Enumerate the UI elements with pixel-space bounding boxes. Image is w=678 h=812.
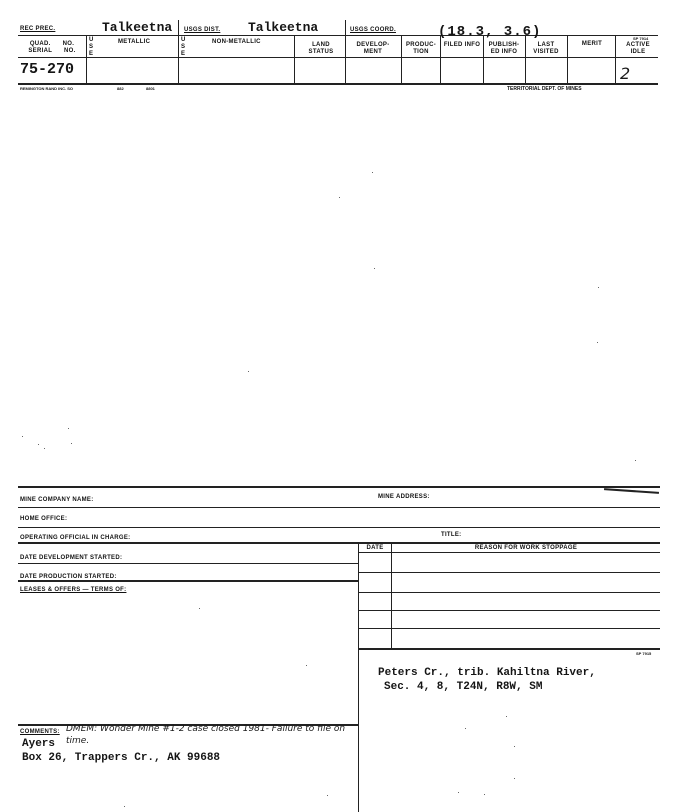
owner-address: Box 26, Trappers Cr., AK 99688: [22, 752, 221, 764]
col-last-visited: LAST VISITED: [533, 42, 559, 55]
mine-company-name-label: MINE COMPANY NAME:: [20, 497, 94, 503]
form-number-2: SP 7915: [636, 651, 652, 656]
col-merit: MERIT: [581, 41, 603, 47]
leases-terms-label: LEASES & OFFERS — TERMS OF:: [20, 587, 127, 593]
form-number: SP 7914: [633, 36, 649, 41]
location-line-1: Peters Cr., trib. Kahiltna River,: [378, 667, 596, 679]
col-use-metallic: U S E: [89, 37, 94, 57]
col-active-idle: ACTIVE IDLE: [626, 42, 650, 55]
col-serial-no: SERIAL NO.: [28, 48, 76, 54]
date-production-started-label: DATE PRODUCTION STARTED:: [20, 574, 117, 580]
mine-address-label: MINE ADDRESS:: [378, 494, 430, 500]
col-filed-info: FILED INFO: [443, 42, 481, 48]
reason-column-header: REASON FOR WORK STOPPAGE: [474, 545, 578, 551]
printer-label: REMINGTON RAND INC. SO: [20, 86, 74, 91]
print-code-a: 882: [117, 86, 124, 91]
comments-label: COMMENTS:: [20, 729, 60, 735]
col-use-nonmetallic: U S E: [181, 37, 186, 57]
active-idle-value: 2: [620, 64, 631, 83]
usgs-dist-label: USGS DIST.: [184, 27, 221, 33]
quad-serial-value: 75-270: [20, 61, 75, 78]
col-non-metallic: NON-METALLIC: [212, 39, 261, 45]
usgs-dist-value: Talkeetna: [248, 20, 319, 35]
home-office-label: HOME OFFICE:: [20, 516, 68, 522]
operating-official-label: OPERATING OFFICIAL IN CHARGE:: [20, 535, 131, 541]
usgs-coord-label: USGS COORD.: [350, 27, 396, 33]
rec-prec-label: REC PREC.: [20, 26, 56, 32]
title-label: TITLE:: [441, 532, 462, 538]
col-quad-serial: [20, 41, 84, 55]
department-label: TERRITORIAL DEPT. OF MINES: [507, 86, 582, 92]
col-development: DEVELOP-MENT: [356, 42, 390, 55]
owner-name: Ayers: [22, 738, 56, 750]
date-development-started-label: DATE DEVELOPMENT STARTED:: [20, 555, 123, 561]
print-code-b: 8801: [146, 86, 155, 91]
rec-prec-value: Talkeetna: [102, 20, 173, 35]
col-quad-no: QUAD. NO.: [29, 41, 75, 47]
col-production: PRODUC-TION: [405, 42, 437, 55]
col-land-status: LAND STATUS: [308, 42, 334, 55]
comments-handwritten-note: DMEM: Wonder Mine #1-2 case closed 1981- Failure to file on time.: [66, 724, 346, 746]
col-metallic: METALLIC: [118, 39, 151, 45]
location-line-2: Sec. 4, 8, T24N, R8W, SM: [384, 681, 543, 693]
date-column-header: DATE: [366, 545, 384, 551]
col-published-info: PUBLISH-ED INFO: [488, 42, 520, 55]
usgs-coord-value: (18.3, 3.6): [438, 24, 542, 40]
